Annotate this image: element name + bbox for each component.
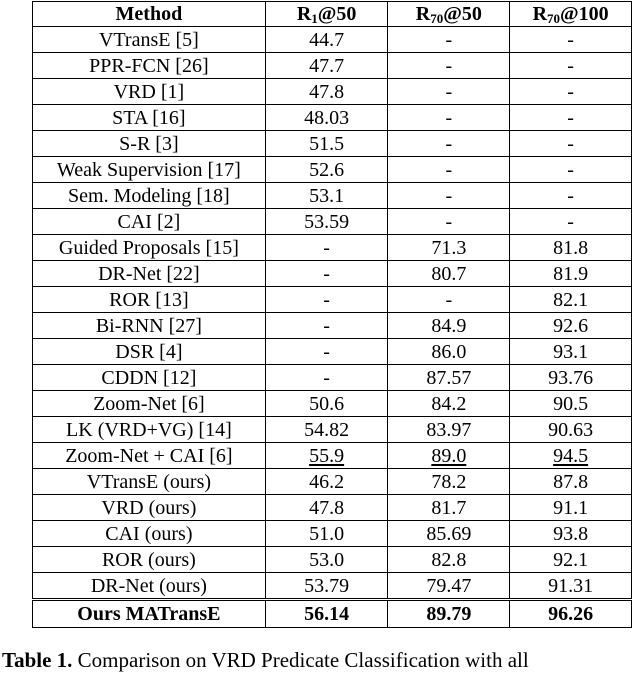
r70-at-50-cell: - bbox=[388, 27, 510, 53]
r70-at-100-cell: - bbox=[510, 131, 632, 157]
r70-at-100-cell: 93.76 bbox=[510, 365, 632, 391]
r1-at-50-cell: 44.7 bbox=[265, 27, 388, 53]
final-row bbox=[33, 600, 632, 628]
method-cell: DSR [4] bbox=[33, 339, 266, 365]
r70-at-50-cell: 84.9 bbox=[388, 313, 510, 339]
r70-at-100-cell: 90.5 bbox=[510, 391, 632, 417]
table-row bbox=[33, 469, 632, 495]
table-row bbox=[33, 131, 632, 157]
r70-at-50-cell: 71.3 bbox=[388, 235, 510, 261]
r1-at-50-cell: - bbox=[265, 261, 388, 287]
r70-at-100-cell: 93.8 bbox=[510, 521, 632, 547]
r70-at-100-cell: 82.1 bbox=[510, 287, 632, 313]
r1-at-50-cell: - bbox=[265, 235, 388, 261]
r70-at-50-cell: - bbox=[388, 53, 510, 79]
method-cell: STA [16] bbox=[33, 105, 266, 131]
r1-at-50-cell: 48.03 bbox=[265, 105, 388, 131]
method-cell: Zoom-Net [6] bbox=[33, 391, 266, 417]
r70-at-100-cell: - bbox=[510, 79, 632, 105]
r70-at-50-cell: - bbox=[388, 131, 510, 157]
table-row bbox=[33, 209, 632, 235]
r1-at-50-cell: - bbox=[265, 365, 388, 391]
r1-at-50-cell: 50.6 bbox=[265, 391, 388, 417]
r1-at-50-cell: 47.8 bbox=[265, 495, 388, 521]
method-cell: Guided Proposals [15] bbox=[33, 235, 266, 261]
r1-at-50-cell: 51.5 bbox=[265, 131, 388, 157]
r70-at-50-cell: 85.69 bbox=[388, 521, 510, 547]
r1-at-50-cell: 46.2 bbox=[265, 469, 388, 495]
r70-at-50-cell bbox=[388, 443, 510, 469]
r70-at-50-cell: 89.79 bbox=[388, 600, 510, 628]
r70-at-100-cell: 90.63 bbox=[510, 417, 632, 443]
r1-at-50-cell: 53.79 bbox=[265, 573, 388, 600]
r1-at-50-cell: 54.82 bbox=[265, 417, 388, 443]
method-cell: DR-Net [22] bbox=[33, 261, 266, 287]
r70-at-100-cell: - bbox=[510, 27, 632, 53]
r70-at-50-cell: 82.8 bbox=[388, 547, 510, 573]
method-cell: Sem. Modeling [18] bbox=[33, 183, 266, 209]
r70-at-50-cell: 79.47 bbox=[388, 573, 510, 600]
r70-at-50-cell: 81.7 bbox=[388, 495, 510, 521]
underlined-value: 89.0 bbox=[431, 444, 467, 467]
table-row bbox=[33, 573, 632, 600]
method-cell: Weak Supervision [17] bbox=[33, 157, 266, 183]
r70-at-100-cell: 91.31 bbox=[510, 573, 632, 600]
table-row bbox=[33, 339, 632, 365]
header-method: Method bbox=[33, 2, 266, 27]
r70-at-100-cell: 91.1 bbox=[510, 495, 632, 521]
method-cell: VRD (ours) bbox=[33, 495, 266, 521]
r70-at-100-cell: 92.1 bbox=[510, 547, 632, 573]
r70-at-50-cell: 78.2 bbox=[388, 469, 510, 495]
caption-text: Comparison on VRD Predicate Classification with all bbox=[72, 648, 529, 672]
r70-at-50-cell: 86.0 bbox=[388, 339, 510, 365]
table-row bbox=[33, 157, 632, 183]
method-cell: VTransE (ours) bbox=[33, 469, 266, 495]
r70-at-50-cell: - bbox=[388, 209, 510, 235]
r70-at-100-cell: 93.1 bbox=[510, 339, 632, 365]
r70-at-100-cell: - bbox=[510, 53, 632, 79]
r70-at-50-cell: 80.7 bbox=[388, 261, 510, 287]
r70-at-50-cell: - bbox=[388, 79, 510, 105]
r1-at-50-cell: - bbox=[265, 313, 388, 339]
underlined-value: 94.5 bbox=[553, 444, 589, 467]
r70-at-50-cell: 84.2 bbox=[388, 391, 510, 417]
r70-at-100-cell bbox=[510, 443, 632, 469]
r70-at-50-cell: 87.57 bbox=[388, 365, 510, 391]
table-row bbox=[33, 313, 632, 339]
table-row bbox=[33, 521, 632, 547]
r70-at-50-cell: - bbox=[388, 287, 510, 313]
header-r1-at-50: $R_1@50$ bbox=[265, 2, 388, 27]
method-cell: CAI [2] bbox=[33, 209, 266, 235]
table-row bbox=[33, 183, 632, 209]
r70-at-100-cell: - bbox=[510, 105, 632, 131]
header-r70-at-50: $R_{70}@50$ bbox=[388, 2, 510, 27]
method-cell: ROR (ours) bbox=[33, 547, 266, 573]
r70-at-100-cell: - bbox=[510, 157, 632, 183]
r70-at-100-cell: 81.8 bbox=[510, 235, 632, 261]
r70-at-100-cell: 92.6 bbox=[510, 313, 632, 339]
r70-at-100-cell: 87.8 bbox=[510, 469, 632, 495]
method-cell: LK (VRD+VG) [14] bbox=[33, 417, 266, 443]
method-cell: ROR [13] bbox=[33, 287, 266, 313]
method-cell: VRD [1] bbox=[33, 79, 266, 105]
r1-at-50-cell: - bbox=[265, 287, 388, 313]
r1-at-50-cell: 53.0 bbox=[265, 547, 388, 573]
method-cell: PPR-FCN [26] bbox=[33, 53, 266, 79]
method-cell: S-R [3] bbox=[33, 131, 266, 157]
r70-at-100-cell: 96.26 bbox=[510, 600, 632, 628]
r1-at-50-cell: - bbox=[265, 339, 388, 365]
table-row bbox=[33, 27, 632, 53]
results-table bbox=[32, 1, 632, 628]
table-row bbox=[33, 495, 632, 521]
r70-at-50-cell: - bbox=[388, 183, 510, 209]
method-cell: Bi-RNN [27] bbox=[33, 313, 266, 339]
table-row bbox=[33, 235, 632, 261]
table-row bbox=[33, 287, 632, 313]
r1-at-50-cell: 51.0 bbox=[265, 521, 388, 547]
r70-at-50-cell: 83.97 bbox=[388, 417, 510, 443]
table-row bbox=[33, 417, 632, 443]
r70-at-50-cell: - bbox=[388, 157, 510, 183]
table-row bbox=[33, 391, 632, 417]
table-caption bbox=[2, 648, 529, 673]
r70-at-100-cell: - bbox=[510, 209, 632, 235]
table-row bbox=[33, 443, 632, 469]
r70-at-50-cell: - bbox=[388, 105, 510, 131]
table-row bbox=[33, 365, 632, 391]
method-cell: CAI (ours) bbox=[33, 521, 266, 547]
header-row bbox=[33, 2, 632, 27]
r1-at-50-cell bbox=[265, 443, 388, 469]
table-row bbox=[33, 547, 632, 573]
r1-at-50-cell: 53.1 bbox=[265, 183, 388, 209]
r1-at-50-cell: 52.6 bbox=[265, 157, 388, 183]
r1-at-50-cell: 56.14 bbox=[265, 600, 388, 628]
r70-at-100-cell: - bbox=[510, 183, 632, 209]
method-cell: CDDN [12] bbox=[33, 365, 266, 391]
table-row bbox=[33, 261, 632, 287]
underlined-value: 55.9 bbox=[309, 444, 345, 467]
table-row bbox=[33, 79, 632, 105]
header-r70-at-100: $R_{70}@100$ bbox=[510, 2, 632, 27]
method-cell: Zoom-Net + CAI [6] bbox=[33, 443, 266, 469]
caption-label: Table 1. bbox=[2, 648, 73, 672]
r1-at-50-cell: 47.8 bbox=[265, 79, 388, 105]
method-cell: DR-Net (ours) bbox=[33, 573, 266, 600]
table-row bbox=[33, 105, 632, 131]
table-row bbox=[33, 53, 632, 79]
r70-at-100-cell: 81.9 bbox=[510, 261, 632, 287]
r1-at-50-cell: 47.7 bbox=[265, 53, 388, 79]
method-cell: VTransE [5] bbox=[33, 27, 266, 53]
method-cell: Ours MATransE bbox=[33, 600, 266, 628]
r1-at-50-cell: 53.59 bbox=[265, 209, 388, 235]
